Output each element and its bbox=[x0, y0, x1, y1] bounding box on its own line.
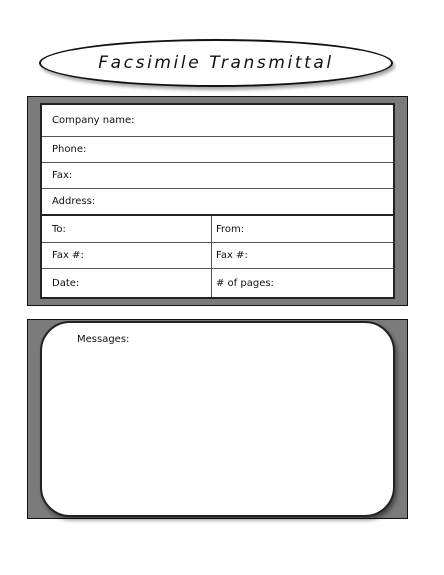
messages-label: Messages: bbox=[77, 334, 130, 345]
from-fax-number-label[interactable]: Fax #: bbox=[216, 250, 248, 261]
messages-box[interactable] bbox=[40, 321, 395, 517]
messages-panel bbox=[27, 319, 408, 519]
fax-header-form bbox=[40, 103, 395, 299]
pages-label[interactable]: # of pages: bbox=[216, 277, 274, 289]
date-label[interactable]: Date: bbox=[42, 269, 212, 297]
page-title: Facsimile Transmittal bbox=[98, 53, 334, 73]
fax-row[interactable] bbox=[42, 163, 393, 189]
to-from-row bbox=[42, 216, 393, 243]
date-pages-row bbox=[42, 269, 393, 297]
phone-label: Phone: bbox=[52, 144, 87, 155]
title-banner bbox=[39, 39, 393, 87]
to-label[interactable]: To: bbox=[42, 216, 212, 242]
address-label: Address: bbox=[52, 196, 96, 207]
company-name-row[interactable] bbox=[42, 105, 393, 137]
company-name-label: Company name: bbox=[52, 115, 135, 126]
fax-number-row bbox=[42, 243, 393, 269]
phone-row[interactable] bbox=[42, 137, 393, 163]
from-label[interactable]: From: bbox=[216, 223, 245, 235]
header-info-panel bbox=[27, 96, 408, 306]
address-row[interactable] bbox=[42, 189, 393, 216]
to-fax-number-label[interactable]: Fax #: bbox=[42, 243, 212, 268]
fax-label: Fax: bbox=[52, 170, 73, 181]
